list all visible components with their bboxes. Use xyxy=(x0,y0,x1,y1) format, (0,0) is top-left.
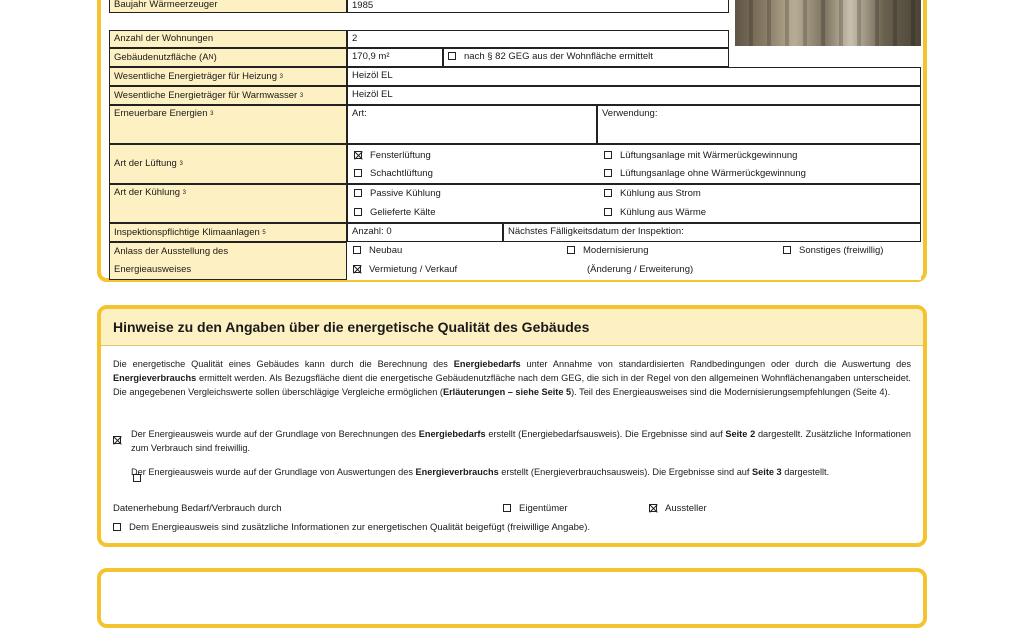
emphasis-text: Energiebedarfs xyxy=(453,359,521,369)
value-text: Heizöl EL xyxy=(352,89,393,100)
option-text: Modernisierung xyxy=(583,245,649,256)
paragraph-text: erstellt (Energiebedarfsausweis). Die Ergebnisse sind auf xyxy=(485,429,726,439)
footnote-marker: 3 xyxy=(182,190,186,196)
footnote-marker: 3 xyxy=(299,92,304,99)
label-anlass xyxy=(109,242,347,280)
checkbox-passive-kuehlung[interactable] xyxy=(354,189,362,197)
option-text: Aussteller xyxy=(665,503,707,514)
value-text: Anzahl: 0 xyxy=(352,226,392,237)
label-text: Gebäudenutzfläche (A xyxy=(114,51,209,63)
hinweise-option-bedarf[interactable] xyxy=(131,427,911,455)
label-text: Wesentliche Energieträger für Heizung xyxy=(114,70,277,82)
paragraph-text: ermittelt werden. Als Bezugsfläche dient die energetische Gebäudenutzfläche nach dem GEG, die sich in der Regel von den allgemeinen Wohnflächenangaben unterscheidet. Die angegebenen Vergleichswerte sollen überschlägige Vergleiche ermöglichen ( xyxy=(113,373,911,397)
label-erneuerbar xyxy=(109,105,347,144)
hinweise-option-verbrauch[interactable] xyxy=(131,465,911,479)
footnote-marker: 5 xyxy=(262,229,266,236)
checkbox-lueftungsanlage-ohne[interactable] xyxy=(604,169,612,177)
checkbox-verbrauchsausweis[interactable] xyxy=(133,474,141,482)
value-text: 2 xyxy=(352,33,358,44)
option-aussteller[interactable] xyxy=(649,503,707,514)
emphasis-text: Erläuterungen – siehe Seite 5 xyxy=(442,387,572,397)
label-nutzflaeche xyxy=(109,48,347,67)
option-nutzflaeche[interactable] xyxy=(443,48,729,67)
checkbox-aussteller[interactable] xyxy=(649,504,657,512)
label-lueftung xyxy=(109,144,347,184)
value-erneuerbar-verwendung xyxy=(597,105,921,144)
label-text: Energieausweises xyxy=(114,264,192,275)
value-text: Heizöl EL xyxy=(352,70,393,81)
option-vermietung-verkauf[interactable] xyxy=(353,264,457,276)
label-text: Art der Lüftung xyxy=(114,158,177,169)
option-text: Gelieferte Kälte xyxy=(370,207,436,218)
value-wohnungen xyxy=(347,30,729,48)
footnote-marker: 3 xyxy=(179,161,183,167)
hinweise-header xyxy=(101,309,923,346)
paragraph-text: Der Energieausweis wurde auf der Grundlage von Berechnungen des xyxy=(131,429,419,439)
footnote-marker: 3 xyxy=(279,73,283,80)
paragraph-text: erstellt (Energieverbrauchsausweis). Die Ergebnisse sind auf xyxy=(498,467,753,477)
label-heizung xyxy=(109,67,347,86)
checkbox-gelieferte-kaelte[interactable] xyxy=(354,208,362,216)
option-modernisierung[interactable] xyxy=(567,245,648,257)
option-text: Neubau xyxy=(369,245,403,256)
option-lueftungsanlage-ohne[interactable] xyxy=(604,168,806,180)
option-text: Vermietung / Verkauf xyxy=(369,264,458,275)
value-kuehlung xyxy=(347,184,921,223)
value-nutzflaeche xyxy=(347,48,443,67)
label-text: Wesentliche Energieträger für Warmwasser xyxy=(114,89,298,101)
building-data-panel xyxy=(97,0,927,282)
option-text: Kühlung aus Wärme xyxy=(620,207,707,218)
option-gelieferte-kaelte[interactable] xyxy=(354,207,435,219)
building-photo xyxy=(735,0,921,46)
option-neubau[interactable] xyxy=(353,245,402,257)
photo-texture xyxy=(735,0,921,46)
option-fensterlueftung[interactable] xyxy=(354,150,431,162)
paragraph-text: dargestellt. xyxy=(781,467,830,477)
value-warmwasser xyxy=(347,86,921,105)
checkbox-bedarfsausweis[interactable] xyxy=(113,436,121,444)
option-text: Eigentümer xyxy=(519,503,568,514)
value-klima-inspektion xyxy=(503,223,921,242)
option-text: Sonstiges (freiwillig) xyxy=(799,245,884,256)
option-kuehlung-waerme[interactable] xyxy=(604,207,706,219)
label-baujahr xyxy=(109,0,347,13)
option-text: Passive Kühlung xyxy=(370,188,441,199)
value-baujahr xyxy=(347,0,729,13)
paragraph-text: unter Annahme von standardisierten Randbedingungen oder durch die Auswertung des xyxy=(520,359,911,369)
emphasis-text: Seite 3 xyxy=(752,467,782,477)
option-text: Kühlung aus Strom xyxy=(620,188,701,199)
erhebung-label xyxy=(113,503,281,514)
checkbox-zusatzinfo[interactable] xyxy=(113,523,121,531)
option-text: Dem Energieausweis sind zusätzliche Informationen zur energetischen Qualität beigefügt (freiwillige Angabe). xyxy=(129,522,591,533)
checkbox-eigentuemer[interactable] xyxy=(503,504,511,512)
label-klimaanlagen xyxy=(109,223,347,242)
value-text: 1985 xyxy=(352,0,374,11)
paragraph-text: dargestellt. Zusätzliche Informationen zum Verbrauch sind freiwillig. xyxy=(131,429,912,453)
checkbox-lueftungsanlage-mit[interactable] xyxy=(604,151,612,159)
label-text: Inspektionspflichtige Klimaanlagen xyxy=(114,226,260,238)
label-text: Erneuerbare Energien xyxy=(114,108,208,119)
checkbox-wohnflaeche[interactable] xyxy=(448,52,456,60)
value-erneuerbar-art xyxy=(347,105,597,144)
value-anlass xyxy=(347,242,921,280)
checkbox-schachtlueftung[interactable] xyxy=(354,169,362,177)
label-text: Baujahr Wärmeerzeuger xyxy=(114,0,218,10)
label-text-end: ) xyxy=(213,51,217,63)
note-text: (Änderung / Erweiterung) xyxy=(587,264,694,275)
value-klima-anzahl xyxy=(347,223,503,242)
value-text: Art: xyxy=(352,108,367,119)
paragraph-text: Die energetische Qualität eines Gebäudes kann durch die Berechnung des xyxy=(113,359,454,369)
value-text: 170,9 m² xyxy=(352,51,390,62)
emphasis-text: Seite 2 xyxy=(725,429,756,439)
label-text: Anzahl der Wohnungen xyxy=(114,33,214,44)
value-heizung xyxy=(347,67,921,86)
checkbox-sonstiges[interactable] xyxy=(783,246,791,254)
footnote-marker: 3 xyxy=(210,111,214,117)
checkbox-neubau[interactable] xyxy=(353,246,361,254)
option-text: Fensterlüftung xyxy=(370,150,431,161)
paragraph-text: Der Energieausweis wurde auf der Grundlage von Auswertungen des xyxy=(131,467,416,477)
checkbox-modernisierung[interactable] xyxy=(567,246,575,254)
label-warmwasser xyxy=(109,86,347,105)
label-wohnungen xyxy=(109,30,347,48)
next-section-panel xyxy=(97,568,927,628)
option-sonstiges[interactable] xyxy=(783,245,883,257)
checkbox-kuehlung-strom[interactable] xyxy=(604,189,612,197)
option-schachtlueftung[interactable] xyxy=(354,168,433,180)
checkbox-kuehlung-waerme[interactable] xyxy=(604,208,612,216)
hinweise-title: Hinweise zu den Angaben über die energetische Qualität des Gebäudes xyxy=(113,319,590,335)
value-text: Verwendung: xyxy=(602,108,658,119)
option-eigentuemer[interactable] xyxy=(503,503,568,514)
option-text: Schachtlüftung xyxy=(370,168,433,179)
value-text: Nächstes Fälligkeitsdatum der Inspektion: xyxy=(508,226,684,237)
hinweise-panel xyxy=(97,305,927,547)
paragraph-text: ). Teil des Energieausweises sind die Modernisierungsempfehlungen (Seite 4). xyxy=(571,387,891,397)
label-text: Art der Kühlung xyxy=(114,187,181,198)
emphasis-text: Energiebedarfs xyxy=(418,429,486,439)
hinweise-intro xyxy=(113,357,911,399)
label-text: Datenerhebung Bedarf/Verbrauch durch xyxy=(113,503,282,514)
option-zusatzinfo[interactable] xyxy=(113,522,590,533)
label-text: Anlass der Ausstellung des xyxy=(114,246,229,257)
modernisierung-note xyxy=(587,264,693,276)
option-text: nach § 82 GEG aus der Wohnfläche ermittelt xyxy=(464,51,653,62)
option-lueftungsanlage-mit[interactable] xyxy=(604,150,797,162)
label-subscript: N xyxy=(208,53,214,61)
emphasis-text: Energieverbrauchs xyxy=(113,373,197,383)
checkbox-vermietung-verkauf[interactable] xyxy=(353,265,361,273)
option-passive-kuehlung[interactable] xyxy=(354,188,441,200)
checkbox-fensterlueftung[interactable] xyxy=(354,151,362,159)
option-text: Lüftungsanlage ohne Wärmerückgewinnung xyxy=(620,168,806,179)
option-kuehlung-strom[interactable] xyxy=(604,188,701,200)
option-text: Lüftungsanlage mit Wärmerückgewinnung xyxy=(620,150,798,161)
label-kuehlung xyxy=(109,184,347,223)
value-lueftung xyxy=(347,144,921,184)
emphasis-text: Energieverbrauchs xyxy=(415,467,499,477)
